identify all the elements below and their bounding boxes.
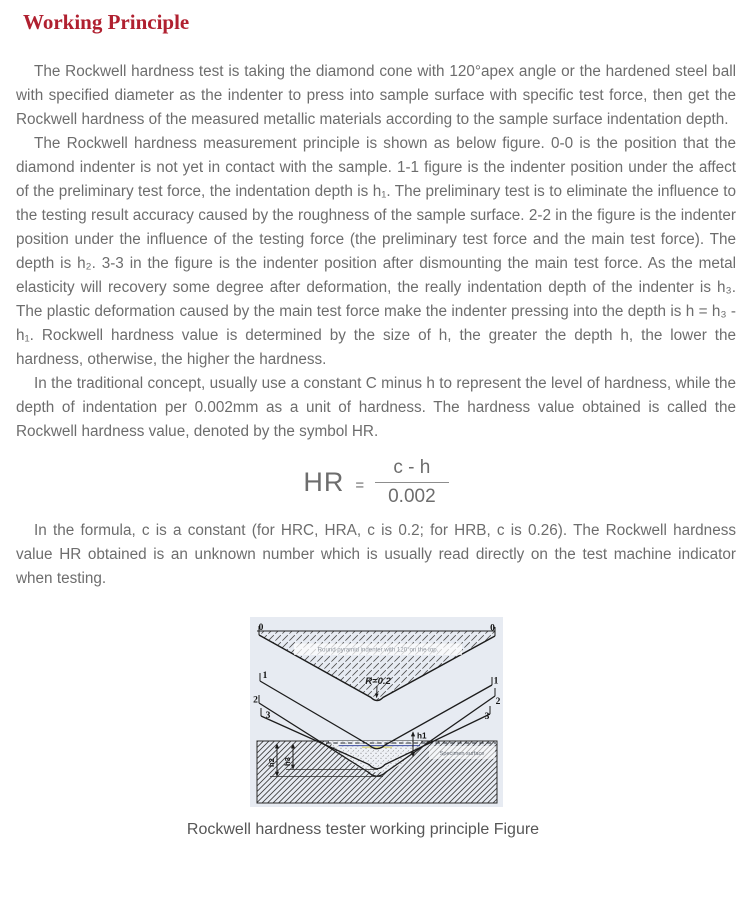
formula-numerator: c - h [393,457,431,478]
paragraph-traditional-concept: In the traditional concept, usually use a constant C minus h to represent the level of hardness, while the depth of indentation per 0.002mm as a unit of hardness. The hardness value obtained is called the Rockwell hardness value, denoted by the symbol HR. [16,375,736,440]
radius-label: R=0.2 [364,676,391,687]
rockwell-principle-diagram [250,617,503,807]
h1-dimension-label: h1 [416,731,427,741]
position-label-0-left: 0 [258,623,263,633]
position-label-1-left: 1 [262,671,267,681]
figure-container [250,617,503,812]
position-label-0-right: 0 [489,623,495,634]
formula-fraction [375,457,449,508]
h2-dimension-label: h2 [266,758,276,767]
position-label-2-right: 2 [495,697,500,707]
figure-caption: Rockwell hardness tester working principle Figure [186,821,540,838]
page-title: Working Principle [23,10,190,34]
formula-equals-sign: = [355,476,365,494]
hardness-formula [16,457,736,508]
position-label-3-right: 3 [484,712,489,722]
formula-denominator: 0.002 [375,482,449,508]
paragraph-measurement-principle: The Rockwell hardness measurement principle is shown as below figure. 0-0 is the position that the diamond indenter is not yet in contact with the sample. 1-1 figure is the indenter position under the affect of the preliminary test force, the indentation depth is h₁. The preliminary test is to eliminate the influence to the testing result accuracy caused by the roughness of the sample surface. 2-2 in the figure is the indenter position under the influence of the testing force (the preliminary test force and the main test force). The depth is h₂. 3-3 in the figure is the indenter position after dismounting the main test force. As the metal elasticity will recovery some degree after deformation, the really indentation depth of the indenter is h₃. The plastic deformation caused by the main test force make the indenter pressing into the depth is h = h₃ - h₁. Rockwell hardness value is determined by the size of h, the greater the depth h, the lower the hardness, otherwise, the higher the hardness. [16,135,736,368]
paragraph-formula-explanation: In the formula, c is a constant (for HRC, HRA, c is 0.2; for HRB, c is 0.26). The Rockwell hardness value HR obtained is an unknown number which is usually read directly on the test machine indicator when testing. [16,522,736,587]
article-body [0,60,750,839]
position-label-3-left: 3 [265,711,270,721]
h3-dimension-label: h3 [282,757,292,766]
indenter-label: Round pyramid indenter with 120°on the top. [317,646,438,654]
specimen-surface-label: Specimen surface [439,751,484,757]
formula-lhs: HR [303,467,345,497]
position-label-1-right: 1 [493,676,498,687]
paragraph-intro: The Rockwell hardness test is taking the diamond cone with 120°apex angle or the hardened steel ball with specified diameter as the indenter to press into sample surface with specific test force, then get the Rockwell hardness of the measured metallic materials according to the sample surface indentation depth. [16,63,736,128]
position-label-2-left: 2 [252,695,258,706]
